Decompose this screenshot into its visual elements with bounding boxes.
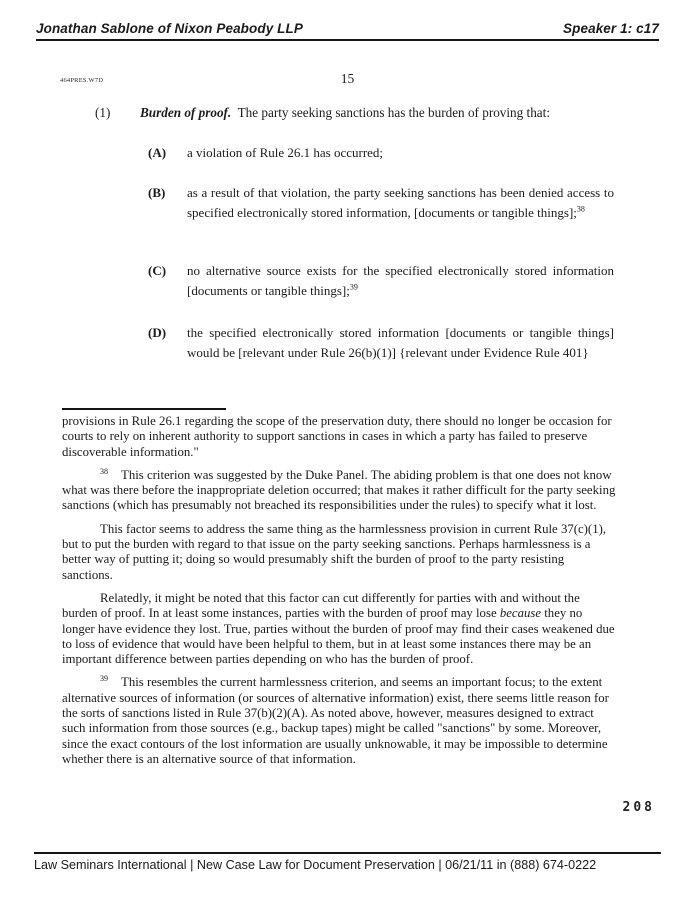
paragraph-harmlessness: This factor seems to address the same thing as the harmlessness provision in current Rule 37(c)(1), but to put the burden with regard to that issue on the party seeking sanctions. Perhaps harmlessness is a better way of putting it; doing so would presumably shift the burden of proof to the party resisting sanctions. (62, 521, 607, 582)
page-number: 15 (340, 71, 355, 86)
header-author: Jonathan Sablone of Nixon Peabody LLP (36, 21, 303, 36)
footnote-separator (62, 408, 226, 410)
footer-text: Law Seminars International | New Case Law for Document Preservation | 06/21/11 in (888) 674-0222 (34, 858, 597, 872)
subitem-text: as a result of that violation, the party seeking sanctions has been denied access to specified electronically stored information, [documents or tangible things];$^{38}$ (187, 185, 614, 220)
footnote-38-text: This criterion was suggested by the Duke Panel. The abiding problem is that one does not know what was there before the inappropriate deletion occurred; that makes it rather difficult for the party seeking sanctions (which has presumably not breached its responsibilities under the rules) to specify what it lost. (62, 467, 616, 513)
subitem-label: (D) (148, 325, 167, 340)
file-reference: 464PRES.W7D (60, 77, 104, 84)
item-text: The party seeking sanctions has the burden of proving that: (237, 105, 550, 120)
page-footer (34, 852, 661, 872)
footnote-39-marker: 39 (100, 674, 108, 684)
list-item-1 (95, 105, 615, 121)
subitem-d (148, 323, 614, 363)
subitem-c (148, 261, 614, 301)
footnote-39 (62, 675, 617, 767)
subitem-a (148, 143, 614, 163)
footnote-continuation: provisions in Rule 26.1 regarding the scope of the preservation duty, there should no longer be occasion for courts to rely on inherent authority to support sanctions in cases in which a party has failed to preserve discoverable information." (62, 414, 612, 459)
footnote-ref: 38 (576, 204, 585, 214)
subitem-text: a violation of Rule 26.1 has occurred; (187, 145, 384, 160)
item-heading: Burden of proof. (140, 105, 232, 120)
subitem-label: (B) (148, 185, 166, 200)
stamp-page-number: 208 (622, 800, 655, 815)
footnote-39-text: This resembles the current harmlessness criterion, and seems an important focus; to the extent alternative sources of information (or sources of alternative information) exist, there seems little reason for the sorts of sanctions listed in Rule 37(b)(2)(A). As noted above, however, measures designed to extract such information from those sources (e.g., backup tapes) might be called "sanctions" by some. Moreover, since the exact contours of the lost information are usually unknowable, it may be impossible to determine whether there is an alternative source of that information. (62, 675, 609, 766)
subitem-text: no alternative source exists for the specified electronically stored information [documents or tangible things];$^{39}$ (187, 263, 614, 298)
paragraph-relatedly (62, 591, 617, 667)
relatedly-after: they no longer have evidence they lost. True, parties without the burden of proof may find their cases weakened due to loss of evidence that would have been helpful to them, but in at least some instances there may be an important difference between parties depending on who has the burden of proof. (62, 606, 615, 667)
footnote-ref: 39 (349, 282, 358, 292)
item-body (140, 105, 550, 121)
footnotes-section (62, 414, 617, 775)
relatedly-before: Relatedly, it might be noted that this factor can cut differently for parties with and without the burden of proof. In at least some instances, parties with the burden of proof may lose (62, 590, 580, 621)
header-speaker: Speaker 1: c17 (563, 21, 659, 36)
item-number: (1) (95, 105, 111, 120)
subitem-label: (C) (148, 263, 167, 278)
subitem-text: the specified electronically stored information [documents or tangible things] would be [relevant under Rule 26(b)(1)] {relevant under Evidence Rule 401} (187, 325, 614, 360)
subitem-label: (A) (148, 145, 167, 160)
page-header (36, 21, 659, 41)
subitem-b (148, 183, 614, 223)
footnote-38-marker: 38 (100, 466, 108, 476)
relatedly-italic: because (499, 606, 542, 621)
footnote-38 (62, 468, 617, 514)
